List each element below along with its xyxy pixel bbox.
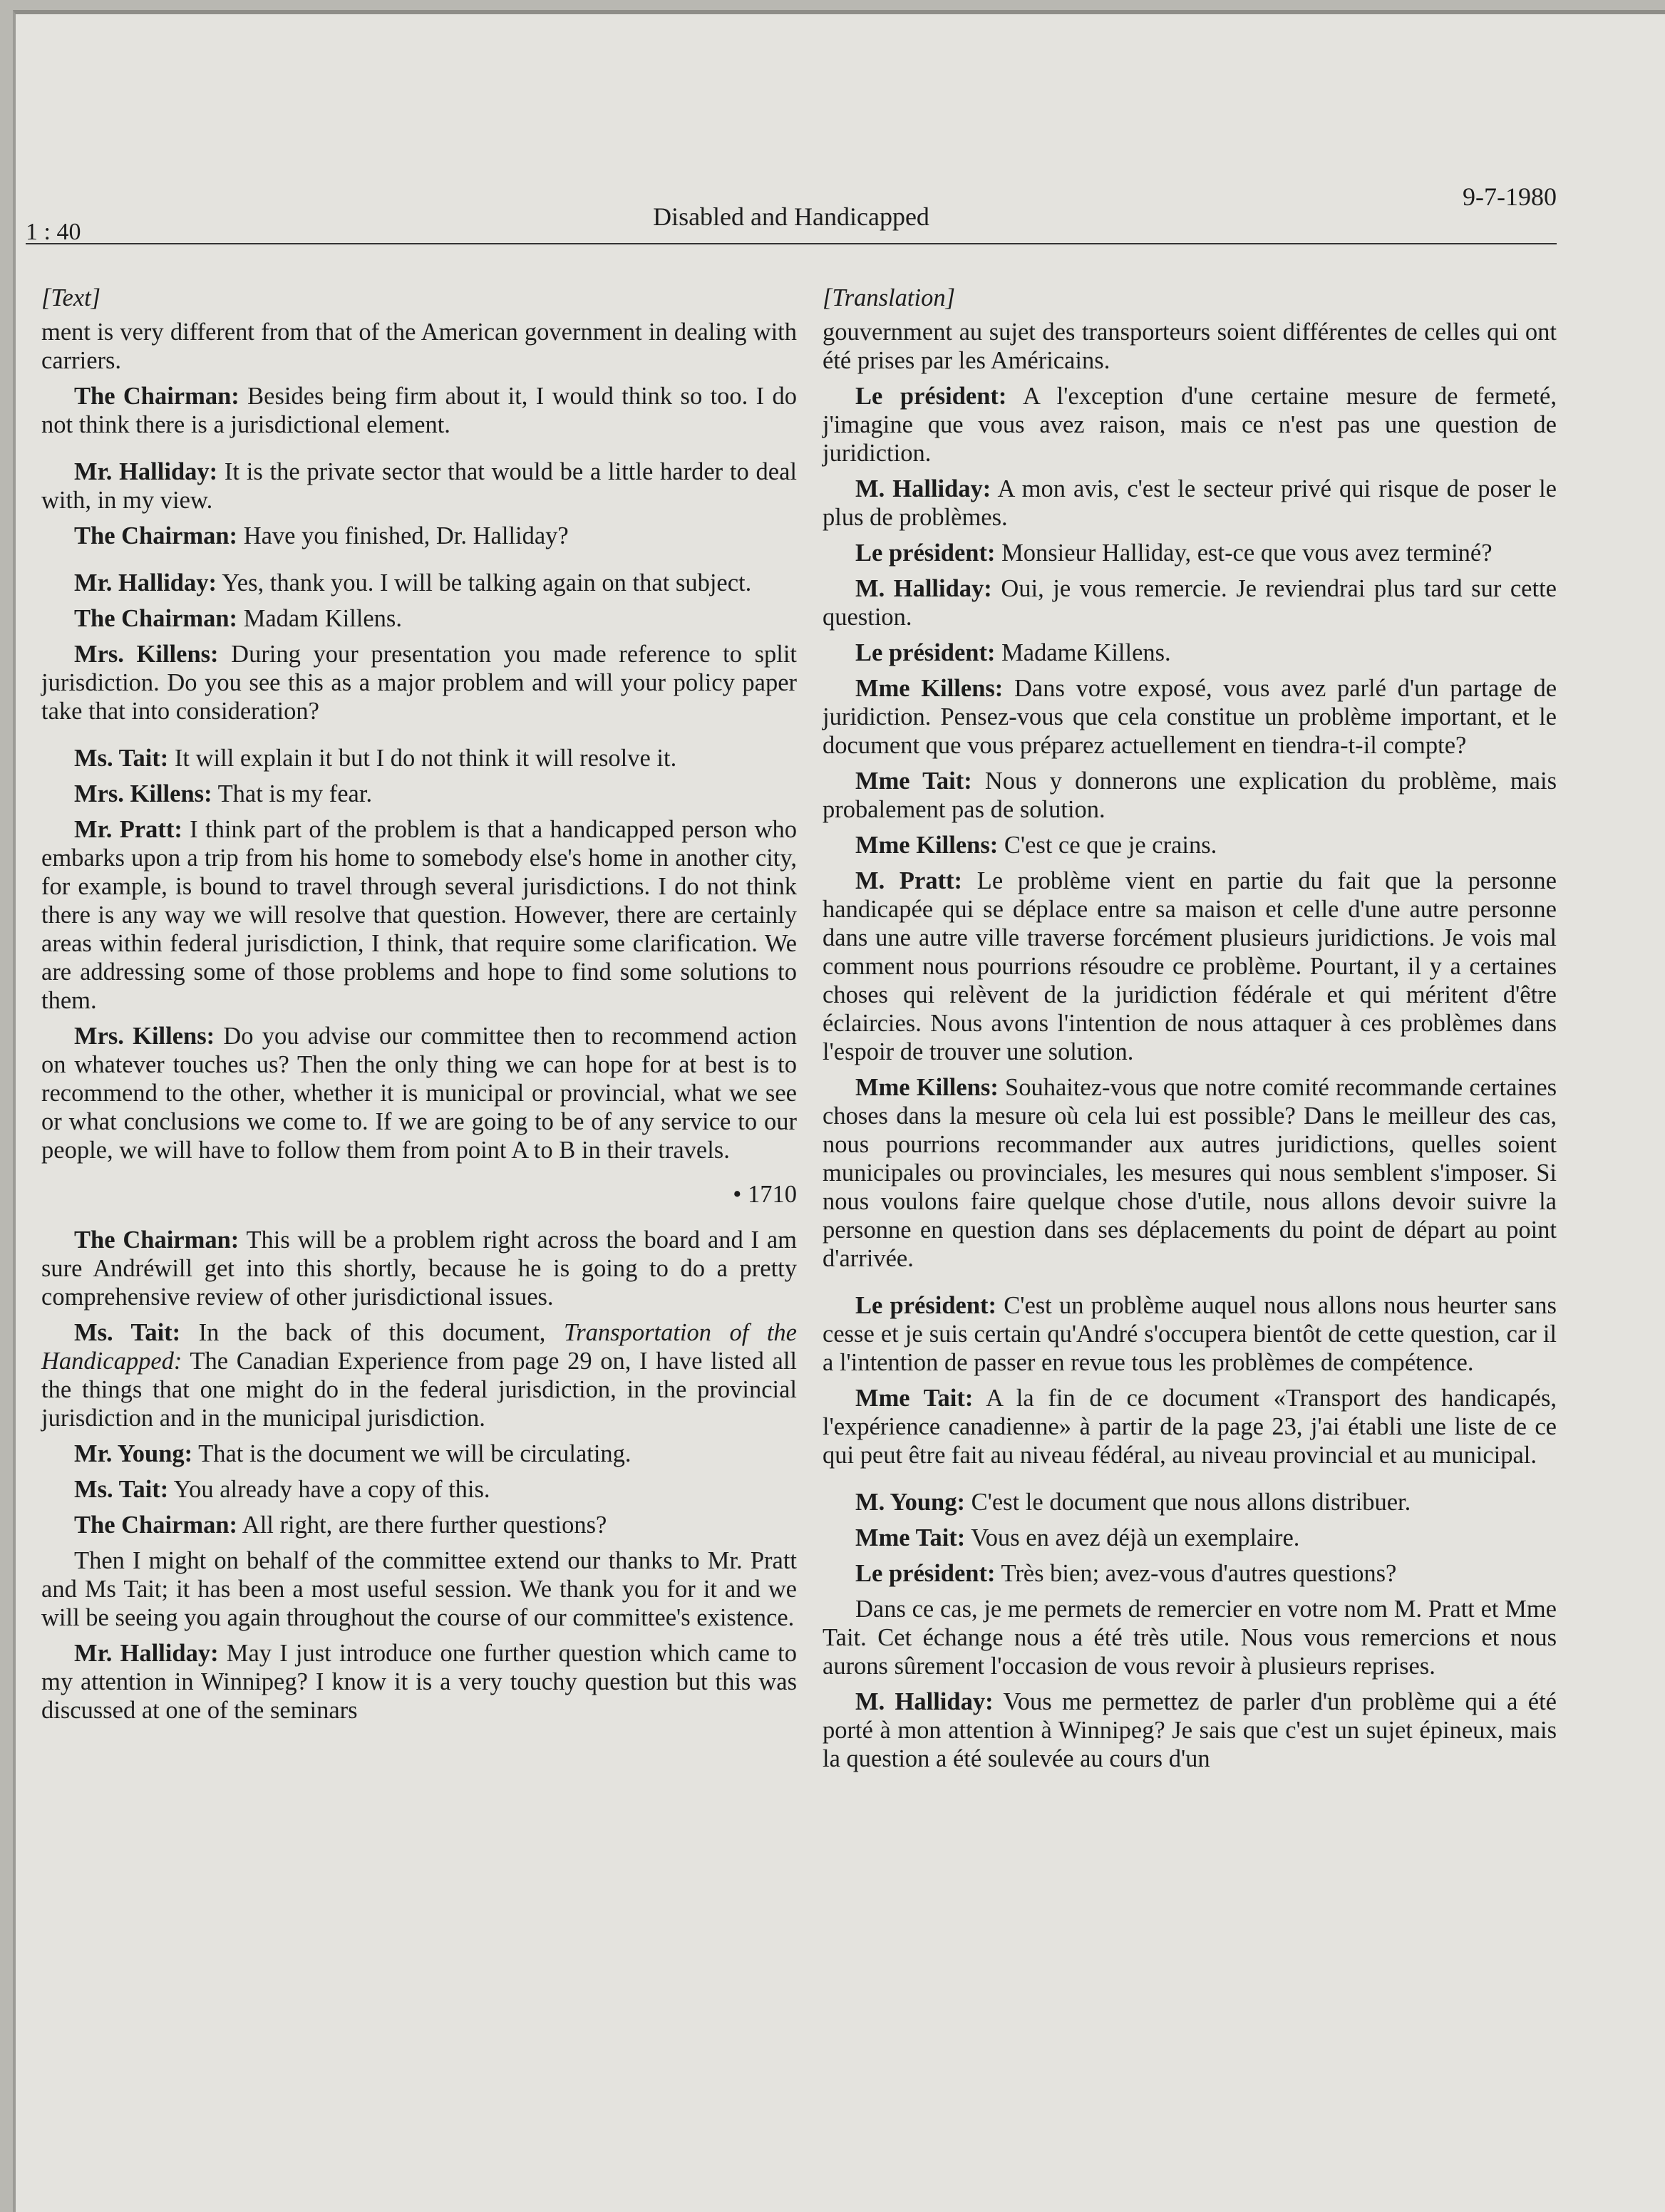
paragraph: Mme Killens: Dans votre exposé, vous avez parlé d'un partage de juridiction. Pensez-vous que cela constitue un problème important, et le document que vous préparez actuellement en tiendra-t-il compte? — [823, 675, 1557, 759]
speaker-name: Ms. Tait: — [74, 1319, 181, 1346]
paragraph: Mr. Young: That is the document we will be circulating. — [74, 1440, 632, 1467]
speaker-name: Mr. Halliday: — [74, 1640, 219, 1667]
paragraph: M. Pratt: Le problème vient en partie du fait que la personne handicapée qui se déplace entre sa maison et celle d'une autre personne dans une autre ville traverse forcément plusieurs juridictions. Je vois mal comment nous pourrions résoudre ce problème. Pourtant, il y a certaines choses qui relèvent de la juridiction fédérale et qui méritent d'être éclaircies. Nous avons l'intention de nous attaquer à ces problèmes dans l'espoir de trouver une solution. — [823, 867, 1557, 1065]
speaker-name: Ms. Tait: — [74, 745, 169, 772]
paragraph: Mr. Halliday: May I just introduce one further question which came to my attention in Winnipeg? I know it is a very touchy question but this was discussed at one of the seminars — [41, 1640, 797, 1724]
speaker-name: The Chairman: — [74, 383, 239, 410]
speaker-name: Le président: — [855, 1560, 996, 1587]
paragraph: Ms. Tait: In the back of this document, Transportation of the Handicapped: The Canadian Experience from page 29 on, I have listed all the things that one might do in the federal jurisdiction, in the provincial jurisdiction and in the municipal jurisdiction. — [41, 1319, 797, 1432]
speaker-name: Le président: — [855, 539, 996, 567]
header-date: 9-7-1980 — [1463, 182, 1557, 211]
speaker-name: Mme Killens: — [855, 675, 1004, 702]
paragraph: gouvernment au sujet des transporteurs soient différentes de celles qui ont été prises par les Américains. — [823, 319, 1557, 374]
page-number: 1 : 40 — [26, 219, 81, 245]
paragraph: Mme Killens: C'est ce que je crains. — [855, 832, 1217, 859]
paragraph: The Chairman: All right, are there further questions? — [74, 1511, 607, 1539]
speaker-name: Mr. Halliday: — [74, 569, 217, 596]
speaker-name: Mme Tait: — [855, 1385, 974, 1412]
speaker-name: Mme Killens: — [855, 1074, 999, 1101]
paragraph: Mr. Pratt: I think part of the problem is that a handicapped person who embarks upon a trip from his home to somebody else's home in another city, for example, is bound to travel through several jurisdictions. I do not think there is any way we will resolve that question. However, there are certainly areas within federal jurisdiction, I think, that require some clarification. We are addressing some of those problems and hope to find some solutions to them. — [41, 816, 797, 1014]
paragraph: The Chairman: Madam Killens. — [74, 605, 402, 632]
paragraph: Mme Tait: Vous en avez déjà un exemplaire. — [855, 1524, 1300, 1551]
speaker-name: The Chairman: — [74, 1226, 239, 1254]
french-column — [823, 284, 1557, 1780]
paragraph: The Chairman: This will be a problem right across the board and I am sure Andréwill get into this shortly, because he is going to do a pretty comprehensive review of other jurisdictional issues. — [41, 1226, 797, 1311]
speaker-name: M. Pratt: — [855, 867, 963, 894]
speaker-name: Mme Tait: — [855, 1524, 966, 1551]
english-column — [41, 284, 797, 1732]
paragraph: The Chairman: Besides being firm about it, I would think so too. I do not think there is a jurisdictional element. — [41, 383, 797, 438]
paragraph: Le président: Madame Killens. — [855, 639, 1171, 666]
paragraph: Then I might on behalf of the committee extend our thanks to Mr. Pratt and Ms Tait; it has been a most useful session. We thank you for it and we will be seeing you again throughout the course of our committee's existence. — [41, 1547, 797, 1631]
speaker-name: M. Halliday: — [855, 575, 992, 602]
speaker-name: M. Young: — [855, 1489, 965, 1516]
speaker-name: Mrs. Killens: — [74, 1023, 215, 1050]
speaker-name: The Chairman: — [74, 522, 238, 549]
paragraph: M. Young: C'est le document que nous allons distribuer. — [855, 1489, 1411, 1516]
paragraph: Ms. Tait: It will explain it but I do not think it will resolve it. — [74, 745, 677, 772]
paragraph: Mme Tait: A la fin de ce document «Transport des handicapés, l'expérience canadienne» à partir de la page 23, j'ai établi une liste de ce qui peut être fait au niveau fédéral, au niveau provincial et au municipal. — [823, 1385, 1557, 1469]
document-title: Transportation of the Handicapped: — [41, 1319, 797, 1375]
speaker-name: Mr. Young: — [74, 1440, 193, 1467]
speaker-name: Le président: — [855, 383, 1007, 410]
time-marker: • 1710 — [733, 1181, 797, 1208]
speaker-name: M. Halliday: — [855, 1688, 994, 1715]
paragraph: Le président: Très bien; avez-vous d'autres questions? — [855, 1560, 1397, 1587]
paragraph: M. Halliday: A mon avis, c'est le secteur privé qui risque de poser le plus de problèmes. — [823, 475, 1557, 531]
paragraph: The Chairman: Have you finished, Dr. Halliday? — [74, 522, 569, 549]
speaker-name: M. Halliday: — [855, 475, 991, 502]
header-rule — [26, 243, 1557, 244]
speaker-name: Mrs. Killens: — [74, 780, 212, 807]
speaker-name: Mrs. Killens: — [74, 641, 219, 668]
paragraph: Mr. Halliday: It is the private sector that would be a little harder to deal with, in my view. — [41, 458, 797, 514]
page-header — [26, 167, 1557, 246]
running-title: Disabled and Handicapped — [653, 202, 929, 231]
speaker-name: Mr. Pratt: — [74, 816, 182, 843]
paragraph: Le président: Monsieur Halliday, est-ce que vous avez terminé? — [855, 539, 1493, 567]
paragraph: M. Halliday: Oui, je vous remercie. Je reviendrai plus tard sur cette question. — [823, 575, 1557, 631]
speaker-name: Mme Killens: — [855, 832, 999, 859]
translation-tag: [Translation] — [823, 284, 955, 311]
paragraph: Mrs. Killens: That is my fear. — [74, 780, 373, 807]
paragraph: Le président: C'est un problème auquel nous allons nous heurter sans cesse et je suis certain qu'André s'occupera bientôt de cette question, car il a l'intention de passer en revue tous les problèmes de compétence. — [823, 1292, 1557, 1376]
speaker-name: The Chairman: — [74, 1511, 238, 1539]
speaker-name: Mme Tait: — [855, 768, 972, 795]
speaker-name: Mr. Halliday: — [74, 458, 218, 485]
paragraph: ment is very different from that of the American government in dealing with carriers. — [41, 319, 797, 374]
paragraph: Mrs. Killens: During your presentation you made reference to split jurisdiction. Do you see this as a major problem and will your policy paper take that into consideration? — [41, 641, 798, 725]
paragraph: Mme Tait: Nous y donnerons une explication du problème, mais probalement pas de solution. — [823, 768, 1557, 823]
paragraph: M. Halliday: Vous me permettez de parler d'un problème qui a été porté à mon attention à Winnipeg? Je sais que c'est un sujet épineux, mais la question a été soulevée au cours d'un — [823, 1688, 1557, 1772]
paragraph: Ms. Tait: You already have a copy of this. — [74, 1476, 490, 1503]
speaker-name: The Chairman: — [74, 605, 238, 632]
paragraph: Dans ce cas, je me permets de remercier en votre nom M. Pratt et Mme Tait. Cet échange nous a été très utile. Nous vous remercions et nous aurons sûrement l'occasion de vous revoir à plusieurs reprises. — [823, 1596, 1557, 1680]
speaker-name: Ms. Tait: — [74, 1476, 169, 1503]
paragraph: Mr. Halliday: Yes, thank you. I will be talking again on that subject. — [74, 569, 752, 596]
document-page — [13, 10, 1665, 2212]
paragraph: Mrs. Killens: Do you advise our committee then to recommend action on whatever touches us? Then the only thing we can hope for at best is to recommend to the other, whether it is municipal or provincial, what we see or what conclusions we come to. If we are going to be of any service to our people, we will have to follow them from point A to B in their travels. — [41, 1023, 797, 1164]
paragraph: Mme Killens: Souhaitez-vous que notre comité recommande certaines choses dans la mesure où cela lui est possible? Dans le meilleur des cas, nous pourrions recommander aux autres juridictions, quelles soient municipales ou provinciales, les mesures qui nous semblent s'imposer. Si nous voulons faire quelque chose d'utile, nous allons devoir suivre la personne en question dans ses déplacements du point de départ au point d'arrivée. — [823, 1074, 1557, 1272]
speaker-name: Le président: — [855, 1292, 997, 1319]
paragraph: Le président: A l'exception d'une certaine mesure de fermeté, j'imagine que vous avez raison, mais ce n'est pas une question de juridiction. — [823, 383, 1557, 467]
speaker-name: Le président: — [855, 639, 996, 666]
text-tag: [Text] — [41, 284, 101, 311]
